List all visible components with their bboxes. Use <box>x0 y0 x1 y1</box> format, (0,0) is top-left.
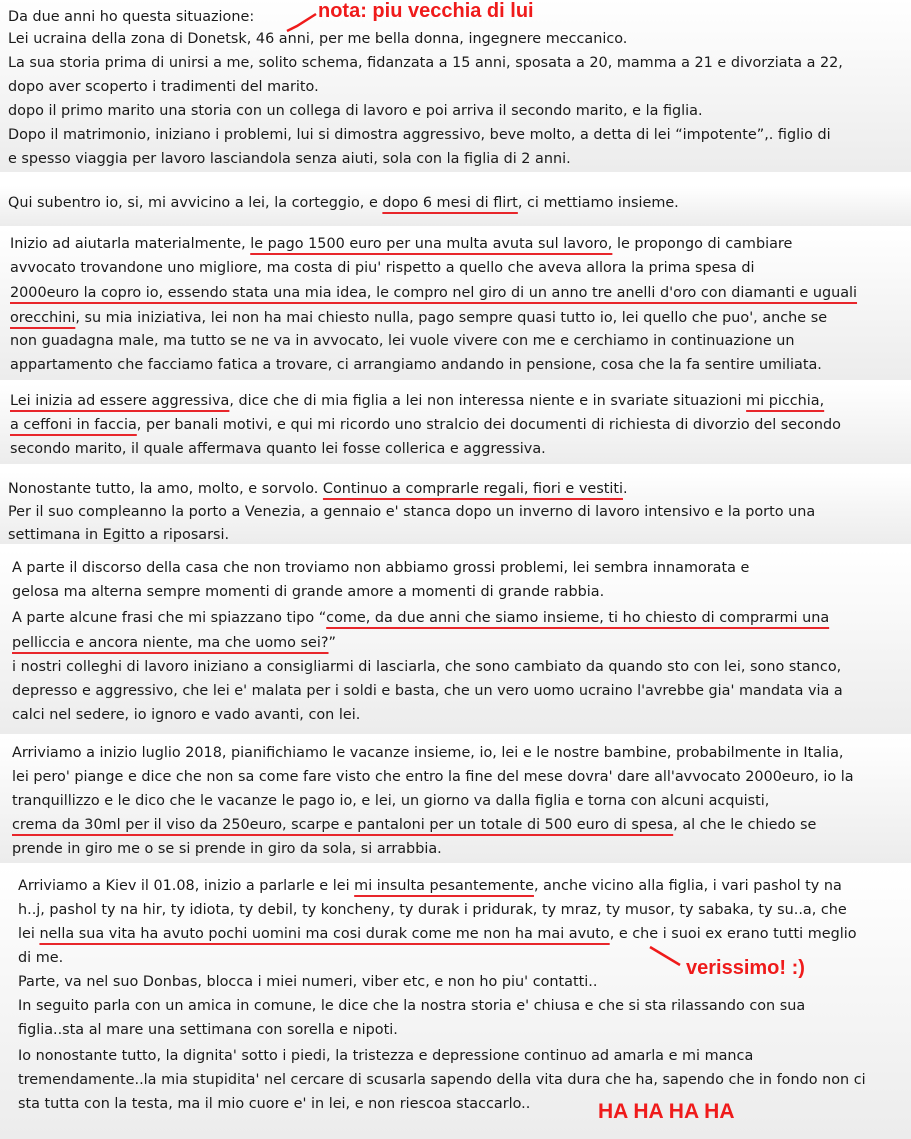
text-segment: lei <box>18 926 40 942</box>
text-line: i nostri colleghi di lavoro iniziano a consigliarmi di lasciarla, che sono cambiato da quando sto con lei, sono stanco, <box>12 659 842 675</box>
text-line: La sua storia prima di unirsi a me, solito schema, fidanzata a 15 anni, sposata a 20, mamma a 21 e divorziata a 22, <box>8 55 843 71</box>
text-line: avvocato trovandone uno migliore, ma costa di piu' rispetto a quello che aveva allora la prima spesa di <box>10 260 755 276</box>
underlined-phrase: nella sua vita ha avuto pochi uomini ma cosi durak come me non ha mai avuto <box>39 926 610 942</box>
text-segment: Qui subentro io, si, mi avvicino a lei, la corteggio, e <box>8 195 383 211</box>
underlined-phrase: come, da due anni che siamo insieme, ti ho chiesto di comprarmi una <box>326 610 830 626</box>
text-line: In seguito parla con un amica in comune, le dice che la nostra storia e' chiusa e che si sta rilassando con sua <box>18 998 806 1014</box>
underlined-phrase: orecchini <box>10 310 76 326</box>
text-line: sta tutta con la testa, ma il mio cuore e' in lei, e non riescoa staccarlo.. <box>18 1096 531 1112</box>
text-segment: Arriviamo a Kiev il 01.08, inizio a parlarle e lei <box>18 878 355 894</box>
underlined-phrase: Lei inizia ad essere aggressiva <box>10 393 230 409</box>
text-line: figlia..sta al mare una settimana con sorella e nipoti. <box>18 1022 398 1038</box>
text-line: h..j, pashol ty na hir, ty idiota, ty debil, ty koncheny, ty durak i pridurak, ty mraz, ty musor, ty sabaka, ty su..a, che <box>18 902 847 918</box>
text-line: settimana in Egitto a riposarsi. <box>8 527 230 543</box>
text-segment: le propongo di cambiare <box>612 236 793 252</box>
text-segment: , dice che di mia figlia a lei non interessa niente e in svariate situazioni <box>229 393 747 409</box>
text-line: calci nel sedere, io ignoro e vado avanti, con lei. <box>12 707 361 723</box>
text-line: tranquillizzo e le dico che le vacanze le pago io, e lei, un giorno va dalla figlia e torna con alcuni acquisti, <box>12 793 770 809</box>
text-line: prende in giro me o se si prende in giro da sola, si arrabbia. <box>12 841 442 857</box>
text-line: dopo aver scoperto i tradimenti del marito. <box>8 79 319 95</box>
text-segment: A parte alcune frasi che mi spiazzano tipo “ <box>12 610 327 626</box>
text-line: Io nonostante tutto, la dignita' sotto i piedi, la tristezza e depressione continuo ad amarla e mi manca <box>18 1048 754 1064</box>
text-segment: Nonostante tutto, la amo, molto, e sorvolo. <box>8 481 323 497</box>
text-line: appartamento che facciamo fatica a trovare, ci arrangiamo andando in pensione, cosa che la fa sentire umiliata. <box>10 357 822 373</box>
text-segment: , ci mettiamo insieme. <box>517 195 679 211</box>
text-line: lei pero' piange e dice che non sa come fare visto che entro la fine del mese dovra' dare all'avvocato 2000euro, io la <box>12 769 854 785</box>
underlined-phrase: mi picchia, <box>746 393 825 409</box>
text-line: Lei ucraina della zona di Donetsk, 46 anni, per me bella donna, ingegnere meccanico. <box>8 31 628 47</box>
text-line: Dopo il matrimonio, iniziano i problemi, lui si dimostra aggressivo, beve molto, a detta di lei “impotente”,. figlio di <box>8 127 831 143</box>
text-segment: , e che i suoi ex erano tutti meglio <box>609 926 857 942</box>
underlined-phrase: crema da 30ml per il viso da 250euro, scarpe e pantaloni per un totale di 500 euro di spesa <box>12 817 674 833</box>
text-line: Parte, va nel suo Donbas, blocca i miei numeri, viber etc, e non ho piu' contatti.. <box>18 974 598 990</box>
text-line: e spesso viaggia per lavoro lasciandola senza aiuti, sola con la figlia di 2 anni. <box>8 151 571 167</box>
text-line: A parte il discorso della casa che non troviamo non abbiamo grossi problemi, lei sembra innamorata e <box>12 560 750 576</box>
text-segment: , al che le chiedo se <box>673 817 817 833</box>
underlined-line: 2000euro la copro io, essendo stata una mia idea, le compro nel giro di un anno tre anelli d'oro con diamanti e uguali <box>10 285 858 301</box>
underlined-phrase: le pago 1500 euro per una multa avuta sul lavoro, <box>250 236 613 252</box>
underlined-phrase: mi insulta pesantemente <box>354 878 534 894</box>
text-line: Arriviamo a inizio luglio 2018, pianifichiamo le vacanze insieme, io, lei e le nostre bambine, probabilmente in Italia, <box>12 745 844 761</box>
text-segment: Inizio ad aiutarla materialmente, <box>10 236 251 252</box>
text-segment: , su mia iniziativa, lei non ha mai chiesto nulla, pago sempre quasi tutto io, lei quello che puo', anche se <box>75 310 828 326</box>
annotation-true-note: verissimo! :) <box>686 957 805 979</box>
underlined-phrase: dopo 6 mesi di flirt <box>382 195 518 211</box>
arrow-line-to-age <box>287 14 316 31</box>
underlined-phrase: Continuo a comprarle regali, fiori e vestiti <box>322 481 623 497</box>
text-line: depresso e aggressivo, che lei e' malata per i soldi e basta, che un vero uomo ucraino l'avrebbe gia' mandata via a <box>12 683 843 699</box>
text-line: tremendamente..la mia stupidita' nel cercare di scusarla sapendo della vita dura che ha, sapendo che in fondo non ci <box>18 1072 866 1088</box>
annotation-older-note: nota: piu vecchia di lui <box>318 0 534 22</box>
text-line: dopo il primo marito una storia con un collega di lavoro e poi arriva il secondo marito, e la figlia. <box>8 103 703 119</box>
underlined-phrase: pelliccia e ancora niente, ma che uomo sei? <box>12 635 329 651</box>
text-segment: , anche vicino alla figlia, i vari pashol ty na <box>533 878 842 894</box>
text-line: Da due anni ho questa situazione: <box>8 9 255 25</box>
text-segment: . <box>622 481 628 497</box>
text-segment: ” <box>328 635 336 651</box>
text-line: gelosa ma alterna sempre momenti di grande amore a momenti di grande rabbia. <box>12 584 605 600</box>
text-line: non guadagna male, ma tutto se ne va in avvocato, lei vuole vivere con me e cerchiamo in continuazione un <box>10 333 795 349</box>
text-segment: , per banali motivi, e qui mi ricordo uno stralcio dei documenti di richiesta di divorzio del secondo <box>136 417 841 433</box>
text-line: di me. <box>18 950 64 966</box>
arrow-line-to-quote <box>650 947 680 965</box>
text-line: secondo marito, il quale affermava quanto lei fosse collerica e aggressiva. <box>10 441 546 457</box>
annotation-laugh-note: HA HA HA HA <box>598 1100 735 1123</box>
underlined-phrase: a ceffoni in faccia <box>10 417 137 433</box>
text-line: Per il suo compleanno la porto a Venezia, a gennaio e' stanca dopo un inverno di lavoro intensivo e la porto una <box>8 504 816 520</box>
